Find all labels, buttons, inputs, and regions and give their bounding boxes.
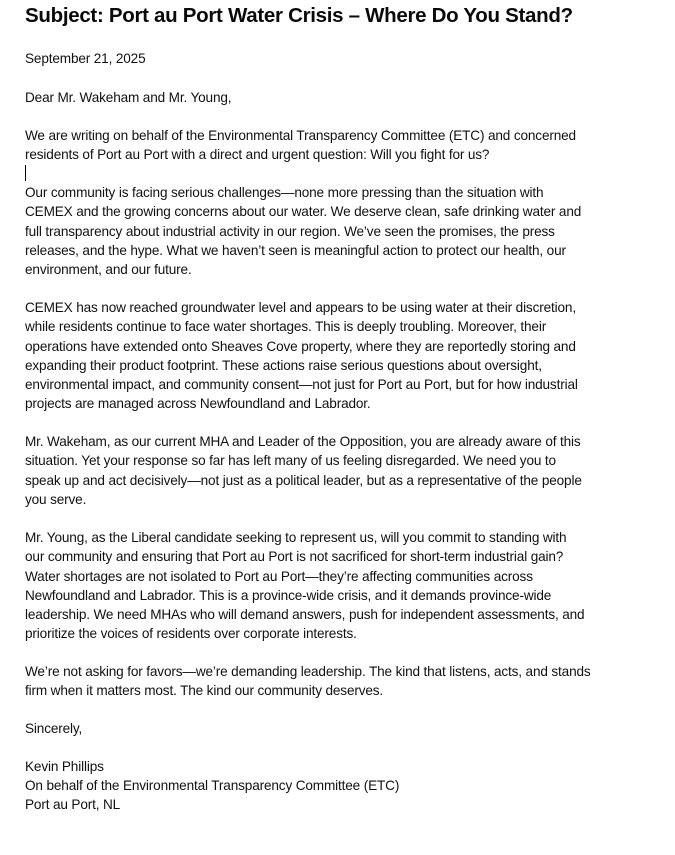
paragraph-line: residents of Port au Port with a direct and urgent question: Will you fight for us? [25,147,490,163]
paragraph-line: We’re not asking for favors—we’re demanding leadership. The kind that listens, acts, and stands [25,664,591,679]
paragraph-line: projects are managed across Newfoundland and Labrador. [25,396,371,412]
signature-location: Port au Port, NL [25,797,121,812]
paragraph-line: Mr. Wakeham, as our current MHA and Leader of the Opposition, you are already aware of this [25,434,581,449]
paragraph-line: environmental impact, and community consent—not just for Port au Port, but for how industrial [25,377,578,393]
paragraph-line: Mr. Young, as the Liberal candidate seeking to represent us, will you commit to standing with [25,530,567,545]
paragraph-young [25,528,645,644]
signature-affiliation: On behalf of the Environmental Transparency Committee (ETC) [25,778,400,793]
paragraph-line: while residents continue to face water shortages. This is deeply troubling. Moreover, their [25,319,547,335]
signature-name: Kevin Phillips [25,759,104,774]
paragraph-intro [25,126,645,165]
paragraph-line: leadership. We need MHAs who will demand answers, push for independent assessments, and [25,607,585,623]
paragraph-wakeham [25,432,645,509]
paragraph-line: firm when it matters most. The kind our community deserves. [25,683,384,699]
closing: Sincerely, [25,721,83,736]
paragraph-line: you serve. [25,491,87,507]
paragraph-cemex [25,298,645,414]
paragraph-line: situation. Yet your response so far has left many of us feeling disregarded. We need you to [25,453,556,469]
paragraph-line: We are writing on behalf of the Environmental Transparency Committee (ETC) and concerned [25,128,576,143]
salutation: Dear Mr. Wakeham and Mr. Young, [25,90,232,105]
paragraph-line: expanding their product footprint. These actions raise serious questions about oversight, [25,357,542,373]
paragraph-line: our community and ensuring that Port au Port is not sacrificed for short-term industrial gain? [25,549,564,565]
paragraph-line: Our community is facing serious challenges—none more pressing than the situation with [25,185,544,200]
letter-date: September 21, 2025 [25,51,146,66]
paragraph-line: full transparency about industrial activity in our region. We’ve seen the promises, the press [25,223,555,239]
paragraph-leadership [25,662,645,701]
paragraph-line: Water shortages are not isolated to Port au Port—they’re affecting communities across [25,568,533,584]
paragraph-line: prioritize the voices of residents over corporate interests. [25,626,357,642]
paragraph-line: releases, and the hype. What we haven’t seen is meaningful action to protect our health, our [25,242,566,258]
text-cursor [25,165,26,181]
subject-heading: Subject: Port au Port Water Crisis – Where Do You Stand? [25,4,573,27]
paragraph-line: CEMEX and the growing concerns about our water. We deserve clean, safe drinking water and [25,204,582,220]
paragraph-line: CEMEX has now reached groundwater level and appears to be using water at their discretion, [25,300,576,315]
paragraph-line: Newfoundland and Labrador. This is a province-wide crisis, and it demands province-wide [25,587,552,603]
paragraph-community [25,183,645,279]
paragraph-line: operations have extended onto Sheaves Cove property, where they are reportedly storing and [25,338,576,354]
paragraph-line: environment, and our future. [25,262,192,278]
paragraph-line: speak up and act decisively—not just as a political leader, but as a representative of the people [25,472,582,488]
